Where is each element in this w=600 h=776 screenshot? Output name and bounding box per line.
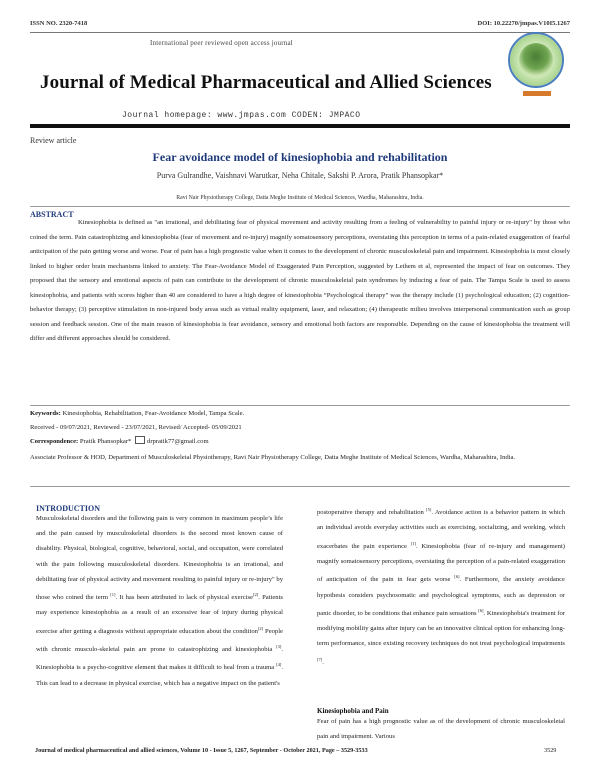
correspondence-name: Pratik Phansopkar* [79, 438, 132, 445]
journal-logo-icon [508, 32, 564, 88]
email-icon [135, 436, 145, 444]
authors: Purva Gulrandhe, Vaishnavi Warutkar, Neha Chitale, Sakshi P. Arora, Pratik Phansopkar* [156, 171, 444, 180]
issn: ISSN NO. 2320-7418 [30, 20, 88, 27]
abstract-divider [30, 206, 570, 207]
keywords-divider [30, 405, 570, 406]
article-type: Review article [30, 136, 77, 145]
subheading-kinesiophobia-pain: Kinesiophobia and Pain [317, 707, 389, 715]
abstract-text: Kinesiophobia is defined as "an irrational, and debilitating fear of physical movement and activity resulting from a feeling of vulnerability to painful injury or re-injury" by those who coined the term. Pain catastrophizing and kinesiophobia (fear of movement and re-injury) magnify somatosensory perceptions, overstating this perception in terms of a pain-related exaggeration of fearful anticipation of the pain getting worse and worse. Fear of pain has a high prognostic value when it comes to the development of chronic musculoskeletal pain and impairment. Kinesiophobia is most closely linked to higher order brain mechanisms linked to anxiety. The Fear-Avoidance Model of Exaggerated Pain Perception, suggested by Lethem et al, represented the impact of fear on outcomes. They proposed that the sensory and emotional aspects of pain can contribute to the development of chronic musculoskeletal pain syndromes by inducing a fear of pain. The Tampa Scale is used to assess kinesiophobia, and patients with scores higher than 40 are considered to have a high degree of kinesiophobia “Psychological therapy” was the therapy include (1) psychological education; (2) cognition-behavior therapy; (3) perceptive stimulation in non-injured body areas such as virtual reality equipment, laser, and relaxation; (4) therapeutic milieu involves interpersonal communication such as group session and feedback session. One of the main reason of kinesiophobia is fear avoidance, sensory and emotional both factors are responsible. Depending on the cause of kinesiophobia the treatment will differ and different approaches should be considered. [30, 219, 570, 342]
subsection-body: Fear of pain has a high prognostic value as of the development of chronic musculoskeletal pain and impairment. Various [317, 718, 565, 741]
abstract-heading: ABSTRACT [30, 210, 74, 219]
journal-homepage: Journal homepage: www.jmpas.com CODEN: JMPACO [122, 111, 361, 120]
dates: Received - 09/07/2021, Reviewed - 23/07/2021, Revised/ Accepted- 05/09/2021 [30, 424, 242, 431]
correspondence-label: Correspondence: [30, 438, 79, 445]
intro-right-column: postoperative therapy and rehabilitation [5]. Avoidance action is a behavior pattern in which an individual avoids everyday activities such as exercising, socializing, and working, which exacerbates the pain experience [1]. Kinesiophobia (fear of re-injury and management) magnify somatosensory perceptions, overstating the perception of a pain-related exaggeration of anticipation of the pain in fear gets worse [6]. Furthermore, the anxiety avoidance hypothesis considers psychosomatic and psychological symptoms, such as depression or panic disorder, to be conditions that enhance pain sensations [6]. Kinesiophobia's treatment for modifying mobility gains after injury can be an innovative clinical option for enhancing long-term performance, since existing recovery techniques do not treat psychological impairments [7]. [317, 507, 565, 666]
affiliation: Ravi Nair Physiotherapy College, Datta Meghe Institute of Medical Sciences, Wardha, Maharashtra, India. [176, 195, 424, 201]
footer-citation: Journal of medical pharmaceutical and allied sciences, Volume 10 - Issue 5, 1267, September - October 2021, Page – 3529-3533 [35, 747, 368, 754]
introduction-heading: INTRODUCTION [36, 504, 101, 513]
journal-tagline: International peer reviewed open access journal [150, 39, 293, 47]
position: Associate Professor & HOD, Department of Musculoskeletal Physiotherapy, Ravi Nair Physiotherapy College, Datta Meghe Institute of Medical Sciences, Wardha, Maharashtra, India. [30, 454, 516, 461]
intro-divider [30, 486, 570, 487]
intro-left-column: Musculoskeletal disorders and the following pain is very common in maximum people’s life and the pain caused by musculoskeletal disorders is the second most known cause of disability. Physical, biological, cognitive, behavioral, social, and occupation, were correlated with the pain following musculoskeletal disorders. Kinesiophobia is an irrational, and debilitating fear of physical activity and movement resulting to painful injury or re-injury" by those who coined the term [1]. It has been attributed to lack of physical exercise[2]. Patients may experience kinesiophobia as a result of an excessive fear of injury during physical exercise after getting a diagnosis without appropriate education about the condition[2] People with chronic musculo-skeletal pain are prone to catastrophizing and kinesiophobia [3]. Kinesiophobia is a psycho-cognitive element that makes it difficult to heal from a trauma [4]. This can lead to a decrease in physical exercise, which has a negative impact on the patient's [36, 515, 283, 687]
keywords: Kinesiophobia, Rehabilitation, Fear-Avoidance Model, Tampa Scale. [62, 410, 245, 417]
logo-badge [523, 91, 551, 96]
page-number: 3529 [544, 747, 557, 754]
keywords-label: Keywords: [30, 410, 61, 417]
header-divider [30, 32, 570, 33]
correspondence-line [30, 435, 570, 450]
header-thick-rule [30, 124, 570, 128]
doi: DOI: 10.22270/jmpas.V10I5.1267 [477, 20, 570, 27]
article-title: Fear avoidance model of kinesiophobia and rehabilitation [152, 150, 448, 164]
journal-title: Journal of Medical Pharmaceutical and Allied Sciences [40, 72, 492, 93]
email-link[interactable]: drpratik77@gmail.com [147, 438, 209, 445]
keywords-line [30, 407, 570, 422]
abstract-body [30, 216, 570, 347]
